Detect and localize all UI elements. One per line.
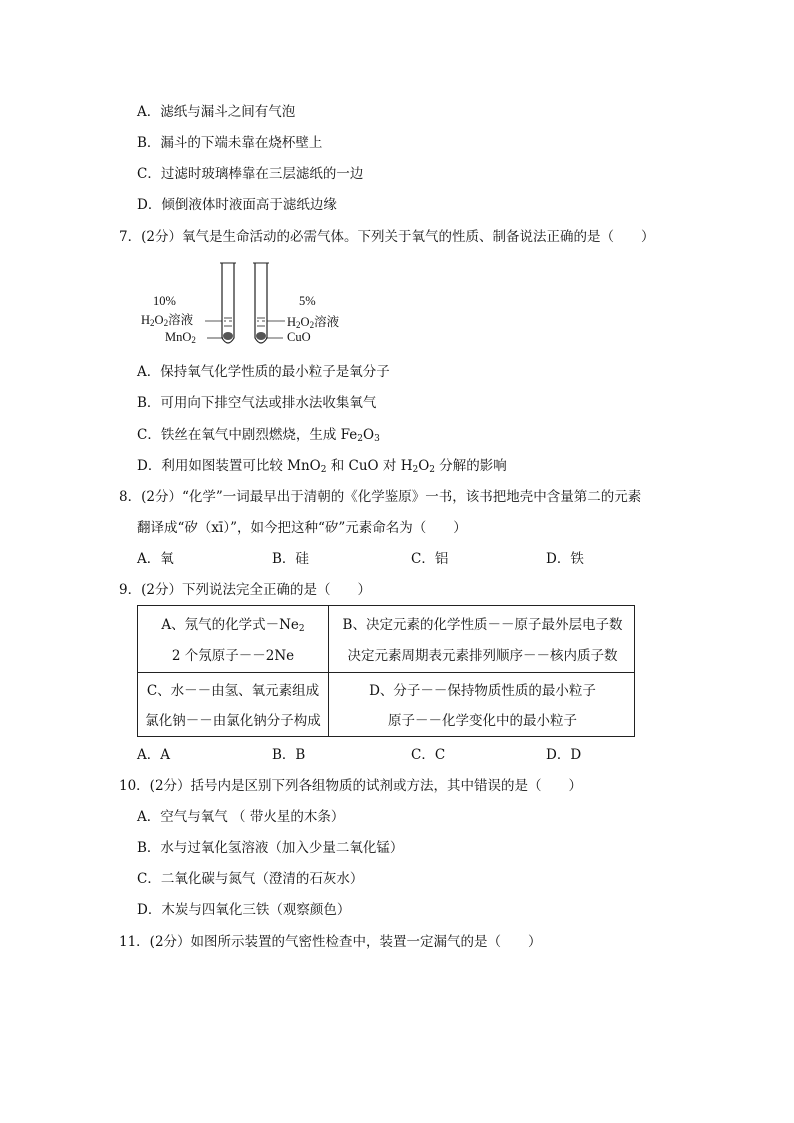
cell-a-line1: A、氖气的化学式$-Ne_2$	[161, 617, 305, 634]
q8-option-d: D．铁	[546, 551, 584, 567]
q8-stem-line1: 8．(2分）“化学”一词最早出于清朝的《化学鉴原》一书，该书把地壳中含量第二的元素	[119, 489, 642, 505]
cell-d-line1: D、分子－－保持物质性质的最小粒子	[369, 683, 596, 699]
q10-option-b: B．水与过氧化氢溶液（加入少量二氧化锰）	[137, 840, 404, 856]
q9-table	[137, 605, 635, 737]
left-catalyst-label: MnO$_2$	[165, 330, 196, 345]
right-solution-label: $H_2O_2$溶液	[287, 315, 340, 330]
q9-option-c: C．C	[411, 747, 446, 763]
q6-option-d: D．倾倒液体时液面高于滤纸边缘	[137, 197, 337, 213]
q6-option-a: A．滤纸与漏斗之间有气泡	[137, 104, 296, 120]
q10-stem: 10．(2分）括号内是区别下列各组物质的试剂或方法，其中错误的是（ ）	[119, 778, 583, 794]
right-concentration: 5%	[299, 294, 316, 308]
cell-b-line2: 决定元素周期表元素排列顺序－－核内质子数	[347, 648, 618, 664]
q8-stem-line2: 翻译成“矽（xī）”，如今把这种“矽”元素命名为（ ）	[137, 520, 467, 536]
q11-stem: 11．(2分）如图所示装置的气密性检查中，装置一定漏气的是（ ）	[119, 934, 542, 950]
cell-b-line1: B、决定元素的化学性质－－原子最外层电子数	[342, 617, 623, 633]
cell-c-line2: 氯化钠－－由氯化钠分子构成	[145, 713, 321, 729]
cell-d-line2: 原子－－化学变化中的最小粒子	[388, 713, 577, 729]
table-horizontal-divider	[138, 672, 634, 673]
q7-option-a: A．保持氧气化学性质的最小粒子是氧分子	[137, 364, 390, 380]
q7-stem: 7．(2分）氧气是生命活动的必需气体。下列关于氧气的性质、制备说法正确的是（ ）	[119, 229, 655, 245]
q8-option-c: C．铝	[411, 551, 449, 567]
left-solution-label: $H_2O_2$溶液	[141, 313, 194, 328]
q8-option-a: A．氧	[137, 551, 174, 567]
test-tube-figure	[137, 258, 367, 358]
left-concentration: 10%	[153, 294, 176, 308]
q6-option-b: B．漏斗的下端未靠在烧杯壁上	[137, 135, 323, 151]
q9-option-d: D．D	[546, 747, 582, 763]
q10-option-c: C．二氧化碳与氮气（澄清的石灰水）	[137, 871, 364, 887]
cell-c-line1: C、水－－由氢、氧元素组成	[146, 683, 320, 699]
q7-option-d: D．利用如图装置可比较 MnO$_2$ 和 CuO 对 $H_2O_2$ 分解的影响	[137, 458, 507, 475]
q9-stem: 9．(2分）下列说法完全正确的是（ ）	[119, 582, 371, 598]
cell-a-line2: 2 个氖原子－－2Ne	[171, 648, 295, 664]
q7-option-c: C．铁丝在氧气中剧烈燃烧，生成 $Fe_2O_3$	[137, 427, 380, 444]
q9-option-b: B．B	[272, 747, 306, 763]
right-catalyst-label: CuO	[287, 330, 311, 344]
q8-option-b: B．硅	[272, 551, 309, 567]
q7-option-b: B．可用向下排空气法或排水法收集氧气	[137, 395, 377, 411]
q6-option-c: C．过滤时玻璃棒靠在三层滤纸的一边	[137, 166, 364, 182]
q10-option-d: D．木炭与四氧化三铁（观察颜色）	[137, 902, 351, 918]
q9-option-a: A．A	[137, 747, 170, 763]
q10-option-a: A．空气与氧气 （ 带火星的木条）	[137, 809, 345, 825]
